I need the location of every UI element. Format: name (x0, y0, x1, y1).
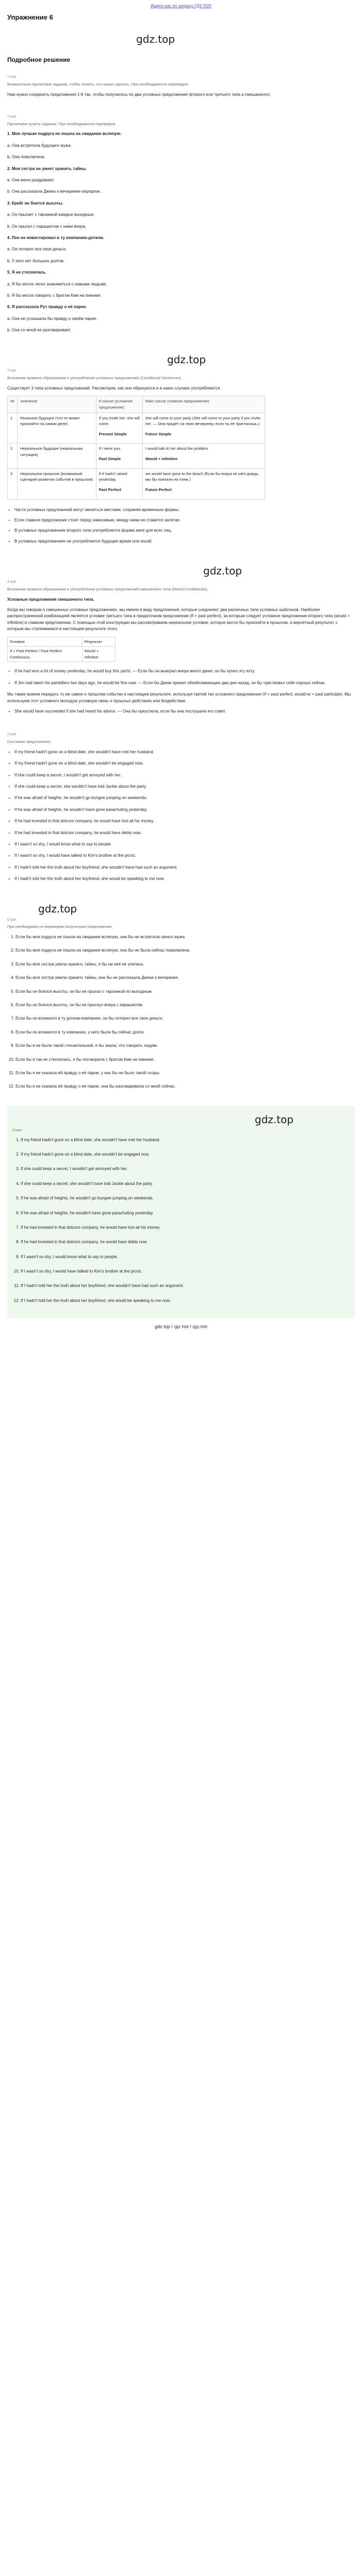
col-main-clause: Main clause (главное предложение) (143, 396, 265, 413)
cell-meaning: Нереальное прошлое (возможный сценарий развития событий в прошлом) (18, 468, 96, 499)
watermark: gdz.top (255, 1113, 294, 1126)
step-5-desc: Составим предложения. (7, 739, 52, 744)
step-1-text: Нам нужно соединить предложения 1-8 так, чтобы получилось по два условных предложения (второго или третьего типа и смешанного). (7, 92, 271, 97)
cell-main-clause (143, 468, 265, 499)
answer-sentence: 3. If she could keep a secret, I wouldn't get annoyed with her. (21, 1166, 350, 1172)
step-2-list (7, 131, 355, 333)
mixed-paragraph-2: Мы также можем передать то же самое о прошлом событии и настоящем результате, используя третий тип условного предложения (If + past perfect, would've + past participle). Мы используем этот условного молодую условную связь о прошлых действиях или бездействии. (7, 692, 351, 703)
main-example: she will come to your party (She will come to your party if you invite her. — Она придёт на твою вечеринку, если ты её пригласишь.) (145, 415, 261, 427)
sentence-item: 1. Моя лучшая подруга не пошла на свидание вслепую. (7, 131, 122, 137)
step-4 (7, 558, 355, 723)
watermark-row (7, 30, 355, 48)
mixed-example: • If Jim had taken his painkillers two days ago, he would be fine now. — Если бы Джим принял обезболивающее два дня назад, он бы чувствовал себя хорошо сейчас. (14, 680, 355, 686)
mixed-example: • She would have succeeded if she had heard his advice. — Она бы преуспела, если бы она послушала его совет. (14, 708, 355, 715)
if-grammar: Past Simple (99, 456, 121, 462)
search-hint-link[interactable]: Ищите нас по запросу ГДЗ ТОП (151, 4, 211, 8)
mixed-paragraph-1: Когда мы говорим о смешанных условных предложениях, мы имеем в виду предложения, которые соединяют два различных типа условных шаблонов. Наиболее распространенной комбинацией является условие третьего типа в придаточном предложении (If + past perfect), за которым следует условное предложение второго типа (would + infinitive) в главном предложении. С помощью этой конструкции мы рассматриваем нереальное условие, которое могло бы произойти в прошлом, и вероятный результат, с которым мы сталкиваемся в настоящем результате этого. (7, 607, 350, 632)
english-sentence: • If she could keep a secret, she wouldn't have told Jackie about the party. (14, 784, 355, 790)
answer-box (7, 1106, 355, 1319)
main-grammar: Future Perfect (145, 487, 172, 492)
mixed-example-3-list (7, 708, 355, 715)
step-1-desc: Внимательно прочитаем задание, чтобы понять, что нужно сделать. При необходимости переведем. (7, 81, 189, 87)
cell-num: 1 (8, 413, 18, 444)
sentence-item: 6. Я рассказала Рут правду о её парне. (7, 304, 87, 310)
option-item: a. Она встретила будущего мужа. (7, 143, 72, 148)
sentence-item: 5. Я не стеснялась. (7, 270, 47, 275)
answer-sentence: 5. If he was afraid of heights, he wouldn't go bungee jumping on weekends. (21, 1195, 350, 1201)
if-example: If it hadn't rained yesterday, (99, 471, 127, 482)
cell-if-clause (96, 413, 142, 444)
step-4-tag: 4 шаг (7, 580, 17, 584)
step-5 (7, 728, 355, 890)
english-sentence: • If my friend hadn't gone on a blind date, she wouldn't have met her husband. (14, 749, 355, 755)
main-example: I would talk to her about the problem (145, 446, 208, 451)
cell-if-clause (96, 468, 142, 499)
translation-sentence: 10. Если бы я так не стеснялась, я бы поговорила с братом Ким на пикнике. (15, 1057, 355, 1063)
watermark-row (12, 1111, 350, 1128)
col-if-clause: If-clause (условное предложение) (96, 396, 142, 413)
step-5-tag: 5 шаг (7, 733, 17, 737)
step-2 (7, 110, 355, 342)
mixed-table (7, 637, 116, 663)
mixed-examples (7, 668, 355, 686)
cell-num: 3 (8, 468, 18, 499)
sentence-item: 3. Крейг не боится высоты. (7, 200, 63, 206)
english-sentence: • If he had invested in that dotcom company, he would have debts now. (14, 830, 355, 836)
if-example: If you invite her, she will come. (99, 415, 140, 427)
rule-note: • В условных предложениях второго типа употребляется форма were для всех лиц. (14, 528, 355, 534)
watermark: gdz.top (136, 32, 175, 45)
option-item: a. Она не услышала бы правду о своём парне. (7, 316, 97, 321)
answer-sentence: 6. If he was afraid of heights, he wouldn't have gone parachuting yesterday. (21, 1210, 350, 1216)
watermark-row (7, 562, 355, 580)
translation-sentence: 7. Если бы он вложился в ту дотком-компанию, он бы потерял все свои деньги. (15, 1015, 355, 1022)
option-item: b. Он прыгал с парашютом с нами вчера. (7, 224, 87, 229)
option-item: a. Я бы могла легко знакомиться с новыми людьми. (7, 281, 107, 286)
translation-sentence: 12. Если бы я не сказала ей правду о её парне, она бы разговаривала со мной сейчас. (15, 1083, 355, 1090)
cell-main-clause (143, 444, 265, 468)
answer-sentence: 12. If I hadn't told her the truth about her boyfriend, she would be speaking to me now. (21, 1298, 350, 1304)
if-grammar: Past Perfect (99, 487, 121, 492)
step-6 (7, 896, 355, 1100)
step-2-tag: 2 шаг (7, 114, 17, 118)
cell-meaning: Реальное будущее (что-то может произойти на самом деле) (18, 413, 96, 444)
col-meaning: Значение (18, 396, 96, 413)
translation-sentence: 4. Если бы моя сестра умела хранить тайны, она бы не рассказала Джеки о вечеринке. (15, 975, 355, 981)
step-6-desc: При необходимости переведем полученные предложения. (7, 924, 113, 929)
answer-sentence: 8. If he had invested in that dotcom company, he would have debts now. (21, 1239, 350, 1245)
translation-sentence: 5. Если бы он боялся высоты, он бы не прыгал с тарзанкой по выходным. (15, 989, 355, 995)
translation-sentence: 1. Если бы моя подруга не пошла на свидание вслепую, она бы не встретила своего мужа. (15, 934, 355, 940)
mixed-col-result: Результат (82, 637, 115, 647)
english-sentence: • If I wasn't so shy, I would know what to say to people. (14, 841, 355, 848)
mixed-cell-condition: If + Past Perfect / Past Perfect Continuous, (8, 647, 83, 662)
option-item: a. Он прыгает с тарзанкой каждые выходные. (7, 212, 95, 217)
step-5-list (7, 749, 355, 883)
watermark-row (7, 900, 355, 918)
sentence-item: 2. Моя сестра не умеет хранить тайны. (7, 166, 87, 171)
step-1 (7, 71, 355, 105)
rules-notes (7, 507, 355, 545)
english-sentence: • If he was afraid of heights, he wouldn't go bungee jumping on weekends. (14, 795, 355, 801)
option-item: a. Она меня раздражает. (7, 178, 55, 183)
rule-note: • Если главное предложение стоит перед зависимым, между ними не ставится запятая. (14, 517, 355, 523)
step-2-desc: Прочитаем пункты задания. При необходимости переведем. (7, 121, 117, 126)
cell-num: 2 (8, 444, 18, 468)
watermark: gdz.top (38, 902, 77, 915)
option-item: b. Я бы могла говорить с братом Ким на пикнике. (7, 293, 102, 298)
cell-meaning: Нереальное будущее (нереальная ситуация) (18, 444, 96, 468)
english-sentence: • If my friend hadn't gone on a blind date, she wouldn't be engaged now. (14, 760, 355, 767)
watermark: gdz.top (203, 565, 242, 578)
translation-sentence: 2. Если бы моя подруга не пошла на свидание вслепую, она бы не была сейчас помолвлена. (15, 947, 355, 954)
english-sentence: • If he had invested in that dotcom company, he would have lost all his money. (14, 818, 355, 824)
solution-heading: Подробное решение (7, 56, 71, 63)
main-grammar: Future Simple (145, 431, 172, 436)
step-6-tag: 6 шаг (7, 918, 17, 922)
answer-list (12, 1137, 350, 1304)
english-sentence: • If she could keep a secret, I wouldn't get annoyed with her. (14, 772, 355, 778)
col-num: № (8, 396, 18, 413)
main-grammar: Would + infinitive (145, 456, 178, 462)
answer-sentence: 2. If my friend hadn't gone on a blind date, she wouldn't be engaged now. (21, 1151, 350, 1158)
footer: gdz.top / гдз топ / гдз.топ (155, 1324, 207, 1330)
answer-sentence: 9. If I wasn't so shy, I would know what to say to people. (21, 1254, 350, 1260)
step-3-intro: Существует 3 типа условных предложений. Рассмотрим, как они образуются и в каких случаях употребляются. (7, 385, 221, 391)
if-example: If I were you, (99, 446, 121, 451)
answer-sentence: 1. If my friend hadn't gone on a blind date, she wouldn't have met her husband. (21, 1137, 350, 1143)
english-sentence: • If I hadn't told her the truth about her boyfriend, she wouldn't have had such an argument. (14, 865, 355, 871)
step-3-desc: Вспомним правила образования и употребления условных предложений (Conditional Sentences). (7, 376, 182, 381)
option-item: b. Она со мной не разговаривает. (7, 328, 72, 333)
step-6-list (7, 934, 355, 1090)
option-item: b. У него нет больших долгов. (7, 258, 65, 263)
answer-tag: Ответ (12, 1128, 23, 1132)
mixed-cell-result: Would + infinitive (82, 647, 115, 662)
english-sentence: • If he was afraid of heights, he wouldn't have gone parachuting yesterday. (14, 807, 355, 813)
sentence-item: 4. Пен не инвестировал в ту компанию-дотком. (7, 235, 104, 240)
watermark: gdz.top (167, 353, 206, 366)
option-item: b. Она помолвлена. (7, 155, 45, 160)
cell-if-clause (96, 444, 142, 468)
conditionals-row (8, 444, 265, 468)
step-1-tag: 1 шаг (7, 75, 17, 79)
answer-sentence: 7. If he had invested in that dotcom company, he would have lost all his money. (21, 1225, 350, 1231)
page-title: Упражнение 6 (7, 13, 53, 22)
answer-sentence: 11. If I hadn't told her the truth about her boyfriend, she wouldn't have had such an argument. (21, 1283, 350, 1289)
option-item: b. Она рассказала Джеки о вечеринке-сюрпризе. (7, 189, 101, 194)
conditionals-table (7, 396, 265, 499)
if-grammar: Present Simple (99, 431, 127, 436)
translation-sentence: 9. Если бы я не была такой стеснительной, я бы знала, что говорить людям. (15, 1043, 355, 1049)
mixed-example: • If he had won a lot of money yesterday, he would buy this yacht. — Если бы он выиграл вчера много денег, он бы купил эту яхту. (14, 668, 355, 674)
translation-sentence: 6. Если бы он боялся высоты, он бы не прыгнул вчера с парашютом. (15, 1002, 355, 1008)
mixed-heading: Условные предложения смешанного типа. (7, 597, 94, 602)
answer-sentence: 4. If she could keep a secret, she wouldn't have told Jackie about the party. (21, 1181, 350, 1187)
english-sentence: • If I hadn't told her the truth about her boyfriend, she would be speaking to me now. (14, 876, 355, 882)
rule-note: • В условных предложениях не употребляется будущее время или would. (14, 538, 355, 545)
english-sentence: • If I wasn't so shy, I would have talked to Kim's brother at the picnic. (14, 853, 355, 859)
answer-sentence: 10. If I wasn't so shy, I would have talked to Kim's brother at the picnic. (21, 1268, 350, 1275)
conditionals-row (8, 413, 265, 444)
cell-main-clause (143, 413, 265, 444)
option-item: a. Он потерял все свои деньги. (7, 247, 67, 252)
main-example: we would have gone to the beach (Если бы вчера не шёл дождь, мы бы поехали на пляж.) (145, 471, 259, 482)
step-3 (7, 347, 355, 553)
translation-sentence: 8. Если бы он вложился в ту компанию, у него были бы сейчас долги. (15, 1029, 355, 1036)
conditionals-row (8, 468, 265, 499)
rule-note: • Части условных предложений могут меняться местами, сохраняя временные формы. (14, 507, 355, 513)
step-4-desc: Вспомним правила образования и употребления условных предложений смешанного типа (Mixed Conditionals). (7, 587, 208, 591)
translation-sentence: 11. Если бы я не сказала ей правду о её парне, у них бы не было такой ссоры. (15, 1070, 355, 1076)
translation-sentence: 3. Если бы моя сестра умела хранить тайны, я бы на неё не злилась. (15, 961, 355, 968)
step-3-tag: 3 шаг (7, 369, 17, 373)
mixed-col-condition: Условие (8, 637, 83, 647)
watermark-row (7, 351, 355, 368)
